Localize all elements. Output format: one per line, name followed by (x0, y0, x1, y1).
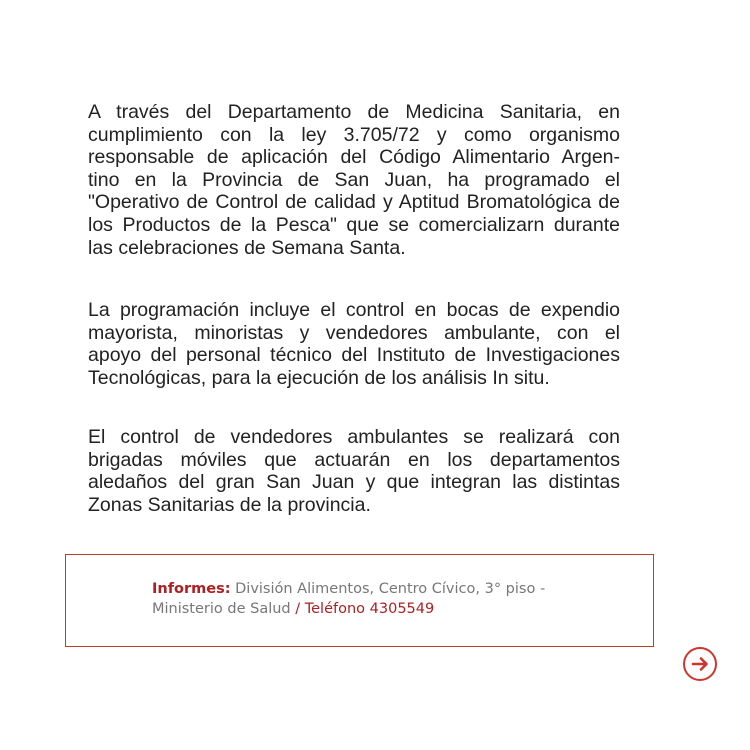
text-line: cumplimiento con la ley 3.705/72 y como organismo (88, 123, 620, 146)
paragraph-3 (88, 426, 620, 516)
text-line: las celebraciones de Semana Santa. (88, 236, 406, 259)
paragraph-2 (88, 299, 620, 389)
text-line: Zonas Sanitarias de la provincia. (88, 493, 371, 516)
info-address-2: Ministerio de Salud (152, 601, 296, 617)
text-line: los Productos de la Pesca" que se comercializarn durante (88, 213, 620, 236)
info-address: División Alimentos, Centro Cívico, 3° piso - (230, 581, 546, 597)
text-line: "Operativo de Control de calidad y Aptitud Bromatológica de (88, 191, 620, 214)
text-line: Tecnológicas, para la ejecución de los análisis In situ. (88, 366, 550, 389)
info-box (65, 554, 654, 647)
text-line: apoyo del personal técnico del Instituto de Investigaciones (88, 344, 620, 367)
text-line: aledaños del gran San Juan y que integran las distintas (88, 471, 620, 494)
arrow-right-circle-icon[interactable] (683, 647, 717, 681)
text-line: La programación incluye el control en bocas de expendio (88, 299, 620, 321)
text-line: brigadas móviles que actuarán en los departamentos (88, 448, 620, 471)
text-line: responsable de aplicación del Código Alimentario Argen- (88, 146, 620, 169)
info-label: Informes: (152, 581, 231, 597)
text-line: mayorista, minoristas y vendedores ambulante, con el (88, 321, 620, 344)
info-phone: / Teléfono 4305549 (295, 601, 435, 617)
paragraph-1 (88, 101, 620, 259)
text-line: A través del Departamento de Medicina Sanitaria, en (88, 101, 620, 123)
text-line: El control de vendedores ambulantes se realizará con (88, 426, 620, 448)
text-line: tino en la Provincia de San Juan, ha programado el (88, 168, 620, 191)
info-text (152, 579, 545, 619)
